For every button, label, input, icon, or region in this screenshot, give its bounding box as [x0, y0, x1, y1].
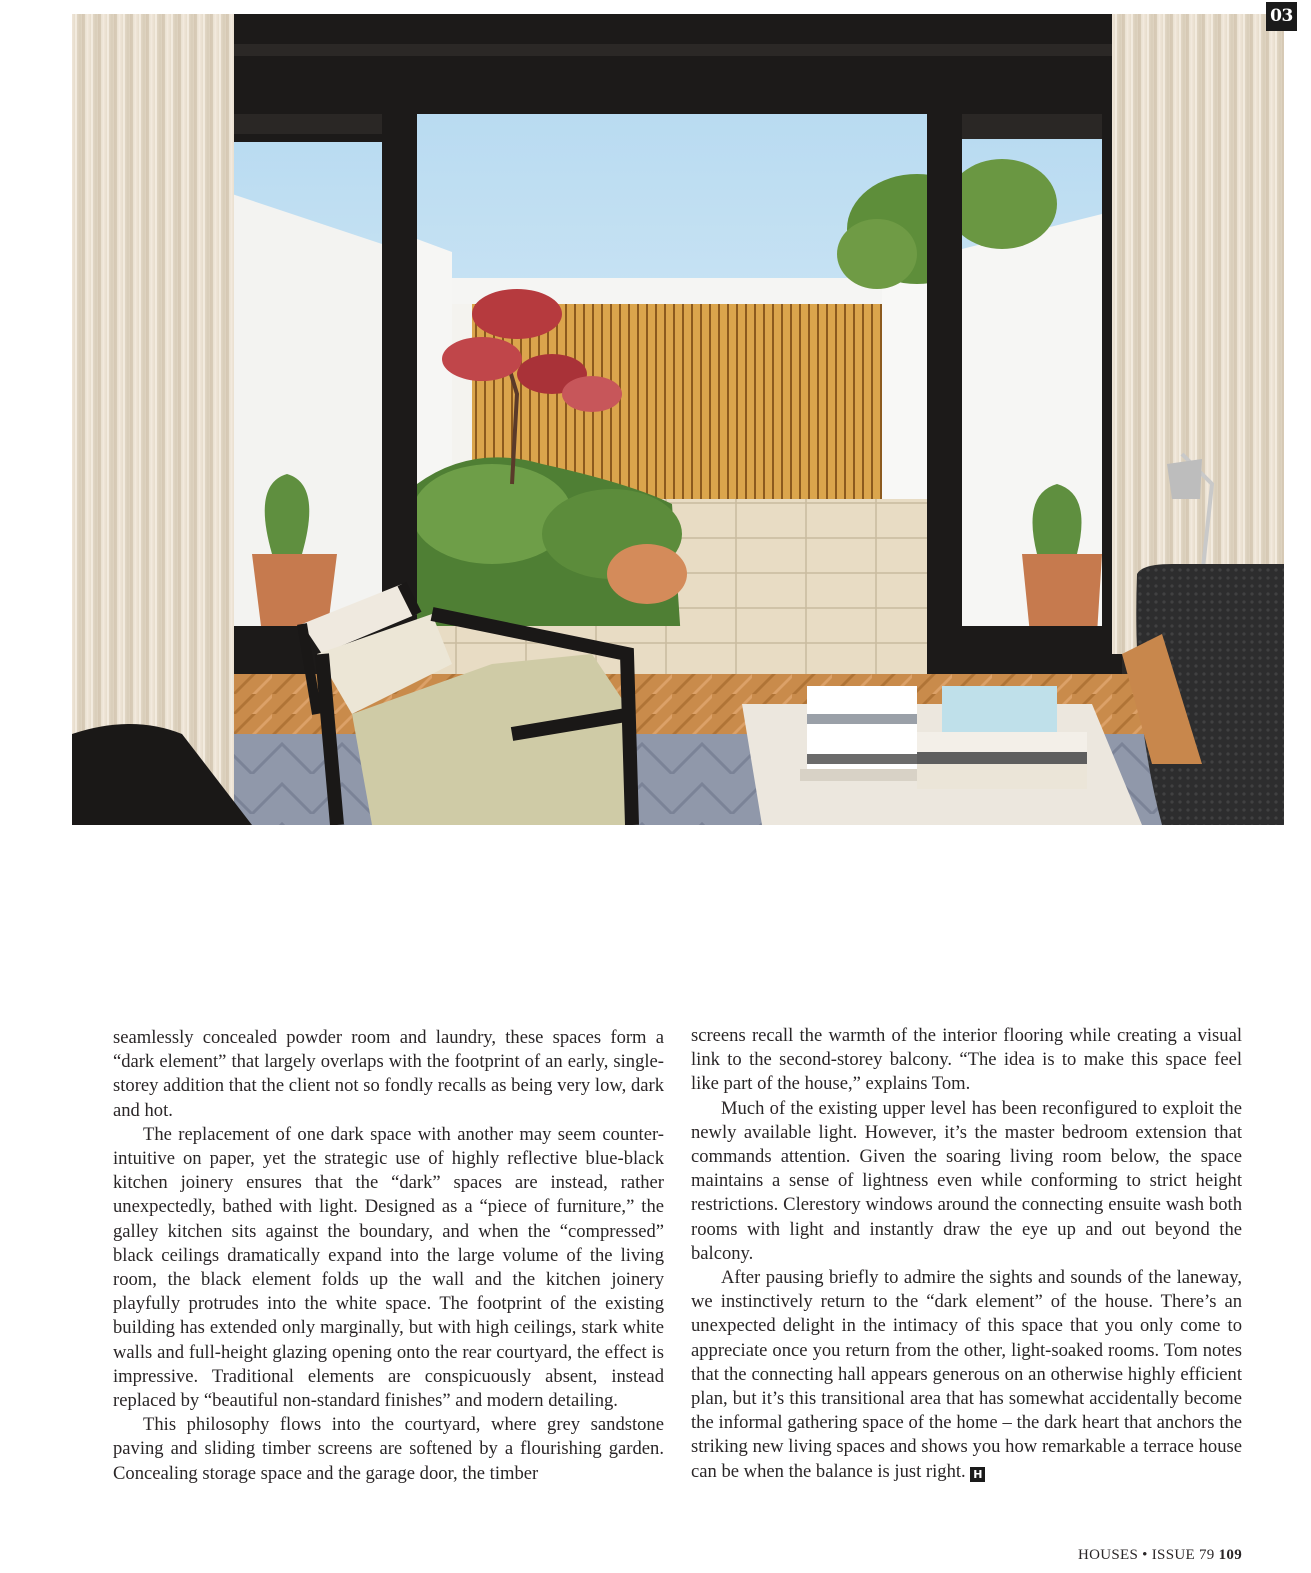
end-mark-icon: H — [970, 1467, 985, 1482]
magazine-issue: HOUSES • ISSUE 79 — [1077, 1547, 1215, 1563]
paragraph: The replacement of one dark space with another may seem counter-intuitive on paper, yet the strategic use of highly reflective blue-black kitchen joinery ensures that the “dark” spaces are instead, rather unexpectedly, bathed with light. Designed as a “piece of furniture,” the galley kitchen sits against the boundary, and when the “compressed” black ceilings dramatically expand into the large volume of the living room, the black element folds up the wall and the kitchen joinery playfully protrudes into the white space. The footprint of the existing building has extended only marginally, but with high ceilings, stark white walls and full-height glazing opening onto the rear courtyard, the effect is impressive. Traditional elements are conspicuously absent, instead replaced by “beautiful non-standard finishes” and modern detailing. — [113, 1123, 664, 1412]
page-number: 109 — [1218, 1547, 1242, 1563]
article-column-left — [113, 1026, 664, 1486]
paragraph-text: After pausing briefly to admire the sights and sounds of the laneway, we instinctively return to the “dark element” of the house. There’s an unexpected delight in the intimacy of this space that you only come to appreciate once you return from the other, light-soaked rooms. Tom notes that the connecting hall appears generous on an otherwise highly efficient plan, but it’s this transitional area that has somewhat accidentally become the informal gathering space of the home – the dark heart that anchors the striking new living spaces and shows you how remarkable a terrace house can be when the balance is just right. — [691, 1267, 1242, 1482]
paragraph: Much of the existing upper level has been reconfigured to exploit the newly available light. However, it’s the master bedroom extension that commands attention. Given the soaring living room below, the space maintains a sense of lightness even while conforming to strict height restrictions. Clerestory windows around the connecting ensuite wash both rooms with light and instantly draw the eye up and out beyond the balcony. — [691, 1097, 1242, 1264]
interior-photo — [72, 14, 1284, 825]
paragraph-final — [691, 1266, 1242, 1484]
paragraph: This philosophy flows into the courtyard, where grey sandstone paving and sliding timber screens are softened by a flourishing garden. Concealing storage space and the garage door, the timber — [113, 1414, 664, 1484]
article-column-right — [691, 1024, 1242, 1484]
living-room-courtyard-illustration — [72, 14, 1284, 825]
paragraph: seamlessly concealed powder room and laundry, these spaces form a “dark element” that largely overlaps with the footprint of an early, single-storey addition that the client not so fondly recalls as being very low, dark and hot. — [113, 1027, 664, 1121]
figure-number-badge: 03 — [1266, 2, 1297, 31]
page-footer — [1078, 1547, 1242, 1564]
paragraph: screens recall the warmth of the interior flooring while creating a visual link to the second-storey balcony. “The idea is to make this space feel like part of the house,” explains Tom. — [691, 1025, 1242, 1095]
